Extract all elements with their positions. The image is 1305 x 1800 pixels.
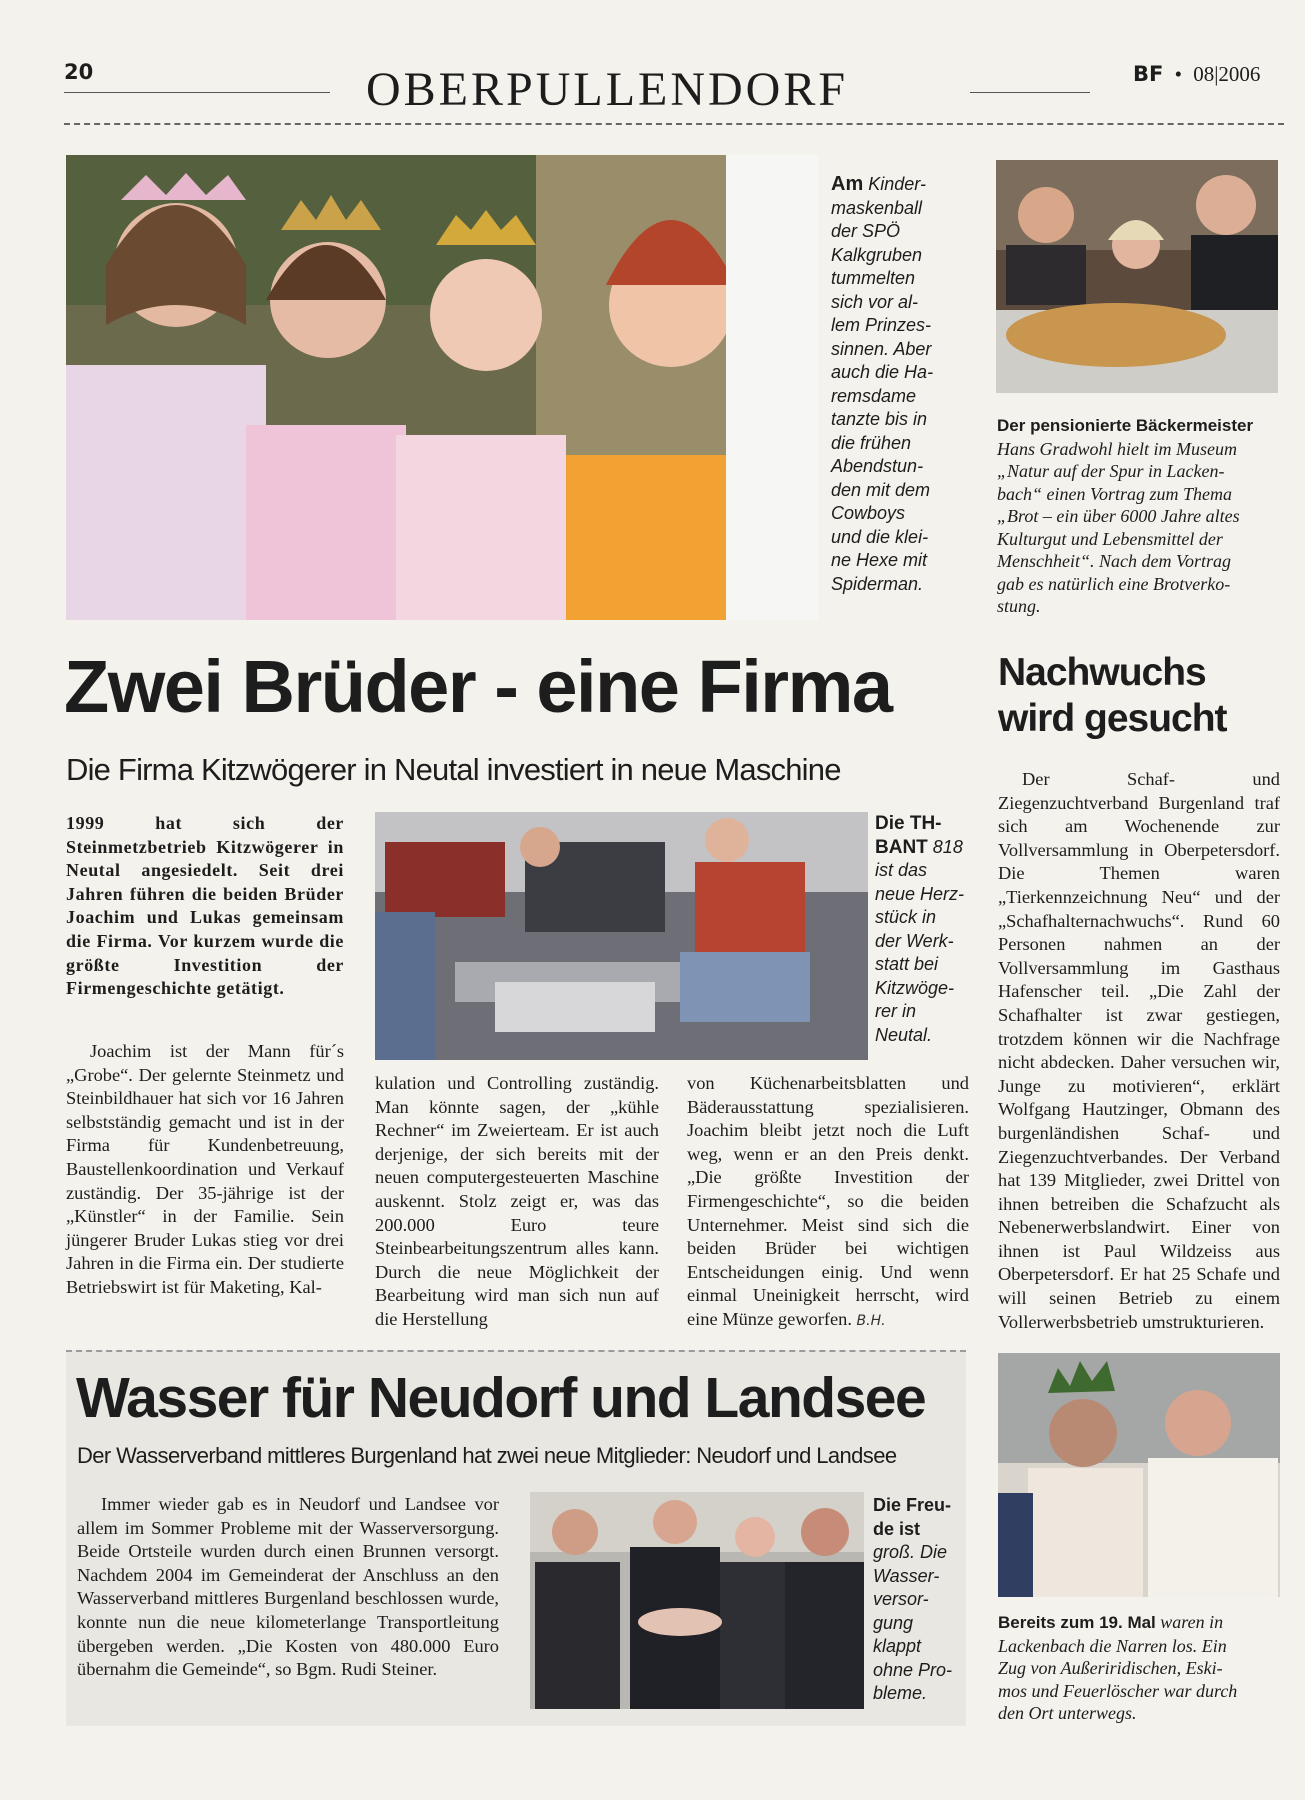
photo-workshop-caption-line: rer in: [875, 1001, 917, 1021]
photo-water-caption-line: Wasser-: [873, 1565, 940, 1586]
photo-carnival-caption-line: Lackenbach die Narren los. Ein: [998, 1635, 1227, 1656]
photo-water-caption: [873, 1494, 963, 1706]
photo-baker: [996, 160, 1278, 393]
article-water-dashed-rule: [66, 1350, 966, 1352]
photo-children-caption-line: und die klei-: [831, 526, 929, 547]
photo-workshop-caption-line: statt bei: [875, 954, 939, 974]
photo-workshop-caption-line: ist das: [875, 860, 928, 880]
article-brothers-lead: 1999 hat sich der Steinmetzbetrieb Kitzwögerer in Neutal angesiedelt. Seit drei Jahren führen die beiden Brüder Joachim und Lukas gemeinsam die Firma. Vor kurzem wurde die größte Investition der Firmengeschichte getätigt.: [66, 813, 344, 999]
article-brothers-col2: kulation und Controlling zuständig. Man könnte sagen, der „kühle Rechner“ im Zweierteam. Er ist auch derjenige, der sich bereits mit der neuen computergesteuerten Maschine auskennt. Stolz zeigt er, was das 200.000 Euro teure Steinbearbeitungszentrum alles kann. Durch die neue Möglichkeit der Bearbeitung wird man sich nun auf die Herstellung: [375, 1073, 659, 1329]
photo-water-caption-line: klappt: [873, 1636, 922, 1656]
photo-children-caption-line: sich vor al-: [831, 291, 919, 312]
photo-workshop-caption-line: der Werk-: [875, 930, 954, 951]
photo-children-caption-line: Cowboys: [831, 503, 906, 523]
photo-children-caption-line: maskenball: [831, 197, 923, 218]
photo-workshop-caption-line: 818: [932, 836, 963, 857]
photo-children-caption-line: Spiderman.: [831, 573, 924, 594]
photo-water-caption-line: groß. Die: [873, 1542, 948, 1562]
photo-baker-caption-lead: Der pensionierte Bäckermeister: [997, 416, 1254, 435]
photo-children-caption-line: Kinder-: [868, 174, 926, 194]
photo-workshop-caption-lead: Die TH-BANT: [875, 813, 942, 858]
photo-children-caption-line: tummelten: [831, 268, 916, 288]
photo-children-caption-line: lem Prinzes-: [831, 315, 932, 335]
article-water-body: Immer wieder gab es in Neudorf und Landsee vor allem im Sommer Probleme mit der Wasserversorgung. Beide Ortsteile wurden durch einen Brunnen versorgt. Nachdem 2004 im Gemeinderat der Anschluss an den Wasserverband mittleres Burgenland beschlossen wurde, konnte nun die neue kilometerlange Transportleitung übergeben werden. „Die Kosten von 480.000 Euro übernahm die Gemeinde“, so Bgm. Rudi Steiner.: [77, 1494, 499, 1680]
article-youth-headline-line1: Nachwuchs: [998, 651, 1206, 694]
photo-children-caption-line: die frühen: [831, 432, 912, 453]
article-brothers-byline: B.H.: [856, 1312, 886, 1329]
header-rule-left: [64, 92, 330, 93]
photo-carnival-caption: [998, 1611, 1288, 1725]
article-youth-headline-line2: wird gesucht: [998, 697, 1227, 740]
photo-children-caption: [831, 173, 961, 596]
issue-label: [1133, 62, 1260, 87]
photo-carnival-caption-line: waren in: [1160, 1612, 1224, 1632]
photo-water-caption-line: gung: [873, 1612, 914, 1633]
article-youth-headline: [998, 650, 1227, 742]
photo-workshop-caption-line: neue Herz-: [875, 883, 965, 904]
photo-baker-caption-line: Kulturgut und Lebensmittel der: [997, 528, 1223, 549]
photo-carnival-caption-line: den Ort unterwegs.: [998, 1703, 1137, 1723]
article-brothers-headline: Zwei Brüder - eine Firma: [64, 645, 892, 728]
article-brothers-deck: Die Firma Kitzwögerer in Neutal investiert in neue Maschine: [66, 752, 841, 787]
article-youth-body: Der Schaf- und Ziegenzuchtverband Burgenland traf sich am Wochenende zur Vollversammlung in Oberpetersdorf. Die Themen waren „Tierkennzeichnung Neu“ und der „Schafhalternachwuchs“. Rund 60 Personen nahmen an der Vollversammlung im Gasthaus Hafenscher teil. „Die Zahl der Schafhalter ist zwar gestiegen, trotzdem können wir die Nachfrage nicht abdecken. Daher versuchen wir, Junge zu motivieren“, erklärt Wolfgang Hautzinger, Obmann des burgenländishen Schaf- und Ziegenzuchtverbandes. Der Verband hat 139 Mitglieder, zwei Drittel von ihnen betreiben die Schafzucht als Nebenerwerbslandwirt. Einer von ihnen ist Paul Wildzeiss aus Oberpetersdorf. Er hat 25 Schafe und will seinen Betrieb zu einem Vollerwerbsbetrieb umstrukturieren.: [998, 769, 1280, 1332]
photo-water-caption-line: versor-: [873, 1589, 929, 1609]
photo-workshop-caption: [875, 812, 975, 1047]
photo-carnival: [998, 1353, 1280, 1597]
page-number: 20: [64, 60, 94, 84]
photo-children-caption-line: Abendstun-: [831, 456, 924, 476]
article-brothers-col3: [687, 1072, 969, 1334]
article-water-deck: Der Wasserverband mittleres Burgenland hat zwei neue Mitglieder: Neudorf und Landsee: [77, 1443, 897, 1468]
photo-children-caption-line: auch die Ha-: [831, 362, 934, 382]
photo-baker-caption-line: „Brot – ein über 6000 Jahre altes: [997, 506, 1240, 526]
photo-children-masquerade: [66, 155, 818, 620]
section-title: OBERPULLENDORF: [366, 63, 849, 116]
photo-baker-caption: [997, 414, 1287, 618]
photo-children-caption-lead: Am: [831, 173, 864, 195]
photo-baker-caption-line: bach“ einen Vortrag zum Thema: [997, 483, 1232, 504]
photo-workshop-caption-line: Neutal.: [875, 1024, 933, 1045]
issue-separator: •: [1174, 62, 1182, 86]
photo-children-caption-line: tanzte bis in: [831, 409, 928, 429]
photo-baker-caption-line: „Natur auf der Spur in Lacken-: [997, 461, 1225, 481]
article-water-headline: Wasser für Neudorf und Landsee: [76, 1366, 926, 1430]
article-brothers-col1: Joachim ist der Mann für´s „Grobe“. Der gelernte Steinmetz und Steinbildhauer hat sich vor 16 Jahren selbstständig gemacht und ist in der Firma für Kundenbetreuung, Baustellenkoordination und Verkauf zuständig. Der 35-jährige ist der „Künstler“ in der Familie. Sein jüngerer Bruder Lukas stieg vor drei Jahren in die Firma ein. Der studierte Betriebswirt ist für Maketing, Kal-: [66, 1041, 344, 1297]
article-brothers-col3-text: von Küchenarbeitsblatten und Bäderausstattung spezialisieren. Joachim bleibt jetzt noch die Luft weg, wenn er an den Preis denkt. „Die größte Investition der Firmengeschichte“, so die beiden Unternehmer. Meist sind sich die beiden Brüder bei wichtigen Entscheidungen einig. Und wenn einmal Uneinigkeit herrscht, wird eine Münze geworfen.: [687, 1073, 969, 1329]
photo-baker-caption-line: Menschheit“. Nach dem Vortrag: [997, 551, 1231, 571]
photo-baker-caption-line: Hans Gradwohl hielt im Museum: [997, 438, 1237, 459]
photo-workshop-machine: [375, 812, 868, 1060]
publication-name: BF: [1133, 62, 1164, 86]
photo-water-handshake: [530, 1492, 864, 1709]
photo-carnival-caption-line: mos und Feuerlöscher war durch: [998, 1680, 1238, 1701]
photo-carnival-caption-lead: Bereits zum 19. Mal: [998, 1613, 1156, 1632]
photo-children-caption-line: den mit dem: [831, 479, 931, 500]
photo-baker-caption-line: stung.: [997, 596, 1041, 616]
photo-water-caption-line: ohne Pro-: [873, 1659, 953, 1680]
issue-date: 08|2006: [1193, 62, 1261, 86]
photo-children-caption-line: der SPÖ: [831, 221, 901, 241]
photo-water-caption-line: bleme.: [873, 1683, 928, 1703]
photo-children-caption-line: Kalkgruben: [831, 244, 923, 265]
photo-workshop-caption-line: stück in: [875, 907, 937, 927]
photo-water-caption-line: de ist: [873, 1518, 921, 1539]
photo-baker-caption-line: gab es natürlich eine Brotverko-: [997, 573, 1231, 594]
photo-carnival-caption-line: Zug von Außeriridischen, Eski-: [998, 1658, 1223, 1678]
photo-workshop-caption-line: Kitzwöge-: [875, 977, 955, 998]
photo-children-caption-line: ne Hexe mit: [831, 550, 928, 570]
header-dashed-rule: [64, 123, 1284, 125]
photo-children-caption-line: sinnen. Aber: [831, 338, 932, 359]
header-rule-right: [970, 92, 1090, 93]
photo-water-caption-line: Die Freu-: [873, 1495, 952, 1515]
photo-children-caption-line: remsdame: [831, 385, 917, 406]
